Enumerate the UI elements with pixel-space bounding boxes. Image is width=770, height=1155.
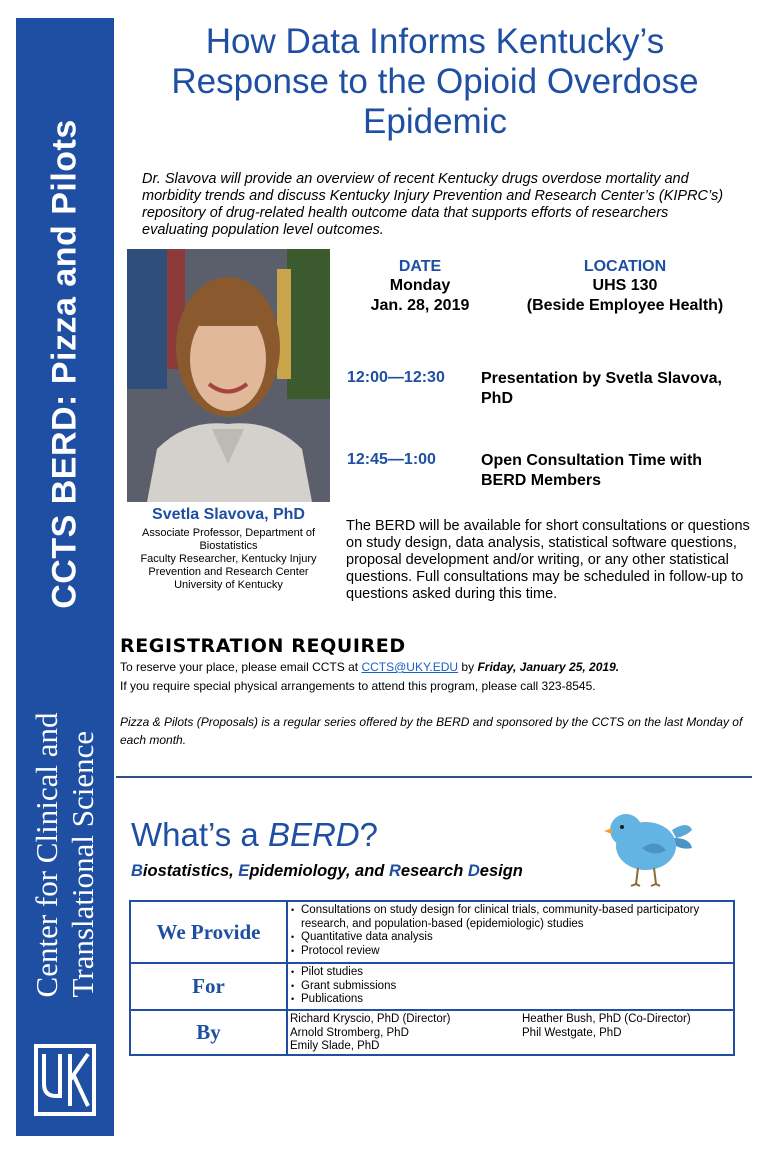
email-link[interactable]: CCTS@UKY.EDU xyxy=(361,660,459,674)
speaker-title-line: Biostatistics xyxy=(199,540,258,552)
acronym-word: pidemiology, and xyxy=(249,862,389,880)
row-label: For xyxy=(131,964,288,1009)
berd-heading xyxy=(131,816,378,854)
date-heading: DATE xyxy=(398,258,442,275)
date-day: Monday xyxy=(389,277,451,294)
registration-text: by xyxy=(458,660,478,674)
location-block xyxy=(520,258,730,316)
org-name xyxy=(29,713,101,998)
acronym-word: esign xyxy=(479,862,523,880)
date-value: Jan. 28, 2019 xyxy=(370,297,470,314)
speaker-title-line: University of Kentucky xyxy=(174,579,283,591)
berd-heading-post: ? xyxy=(359,816,378,853)
event-title: How Data Informs Kentucky’s Response to the Opioid Overdose Epidemic xyxy=(171,22,699,141)
bird-icon xyxy=(604,808,700,888)
list-item: • Pilot studies xyxy=(290,966,729,980)
acronym-letter: D xyxy=(467,862,480,880)
row-content xyxy=(290,966,729,1007)
speaker-title-line: Associate Professor, Department of xyxy=(141,527,316,539)
acronym-word: esearch xyxy=(400,862,468,880)
list-item: • Consultations on study design for clinical trials, community-based participatory research, and population-based (epidemiologic) studies xyxy=(290,904,729,931)
section-divider xyxy=(116,776,752,778)
sidebar-bottom xyxy=(16,660,114,1040)
date-block xyxy=(350,258,490,316)
acronym-letter: R xyxy=(388,862,401,880)
schedule-desc: Presentation by Svetla Slavova, PhD xyxy=(481,370,722,407)
org-name-line2: Translational Science xyxy=(65,730,100,998)
list-item: • Publications xyxy=(290,993,729,1007)
speaker-title-line: Faculty Researcher, Kentucky Injury xyxy=(140,553,317,565)
speaker-photo xyxy=(127,249,330,502)
event-description: Dr. Slavova will provide an overview of recent Kentucky drugs overdose mortality and morbidity trends and discuss Kentucky Injury Prevention and Research Center’s (KIPRC’s) repository of drug-related health outcome data that supports efforts of researchers evaluating population level outcomes. xyxy=(142,171,724,238)
list-item: • Grant submissions xyxy=(290,980,729,994)
acronym-letter: E xyxy=(238,862,250,880)
org-name-line1: Center for Clinical and xyxy=(29,712,64,998)
acronym-word: iostatistics, xyxy=(142,862,239,880)
registration-deadline: Friday, January 25, 2019. xyxy=(477,660,620,674)
berd-heading-acronym: BERD xyxy=(267,816,360,853)
berd-services-table xyxy=(129,900,735,1056)
acronym-letter: B xyxy=(131,862,143,880)
location-heading: LOCATION xyxy=(583,258,667,275)
table-row xyxy=(131,902,733,964)
registration-instructions xyxy=(120,660,619,674)
location-room: UHS 130 xyxy=(592,277,658,294)
table-row xyxy=(131,964,733,1011)
registration-heading: REGISTRATION REQUIRED xyxy=(120,635,406,657)
list-item: • Quantitative data analysis xyxy=(290,931,729,945)
registration-text: To reserve your place, please email CCTS at xyxy=(120,660,362,674)
berd-availability-text: The BERD will be available for short consultations or questions on study design, data analysis, statistical software questions, proposal development and/or writing, or any other statistical questions. Full consultations may be scheduled in follow-up to questions asked during this time. xyxy=(346,518,750,602)
row-label: We Provide xyxy=(131,902,288,962)
speaker-name: Svetla Slavova, PhD xyxy=(152,506,305,523)
row-label: By xyxy=(131,1011,288,1054)
series-note: Pizza & Pilots (Proposals) is a regular series offered by the BERD and sponsored by the CCTS on the last Monday of each month. xyxy=(120,715,743,747)
speaker-title-line: Prevention and Research Center xyxy=(148,566,309,578)
schedule-time: 12:45—1:00 xyxy=(347,451,436,468)
berd-expansion xyxy=(131,862,523,881)
speaker-affiliation xyxy=(127,527,330,592)
accessibility-note: If you require special physical arrangements to attend this program, please call 323-8545. xyxy=(120,679,596,693)
team-member: Arnold Stromberg, PhD xyxy=(290,1026,409,1039)
schedule-time: 12:00—12:30 xyxy=(347,369,445,386)
team-member: Heather Bush, PhD (Co-Director) xyxy=(522,1013,691,1025)
team-member: Richard Kryscio, PhD (Director) xyxy=(290,1013,451,1025)
series-title: CCTS BERD: Pizza and Pilots xyxy=(45,119,84,609)
location-detail: (Beside Employee Health) xyxy=(526,297,724,314)
table-row xyxy=(131,1011,733,1054)
berd-heading-pre: What’s a xyxy=(131,816,268,853)
schedule-desc: Open Consultation Time with BERD Members xyxy=(481,452,703,489)
team-member: Emily Slade, PhD xyxy=(290,1040,380,1052)
uk-logo-icon xyxy=(30,1040,100,1120)
row-content xyxy=(290,904,729,958)
sidebar-top xyxy=(16,18,114,658)
list-item: • Protocol review xyxy=(290,945,729,959)
team-member: Phil Westgate, PhD xyxy=(522,1026,622,1039)
